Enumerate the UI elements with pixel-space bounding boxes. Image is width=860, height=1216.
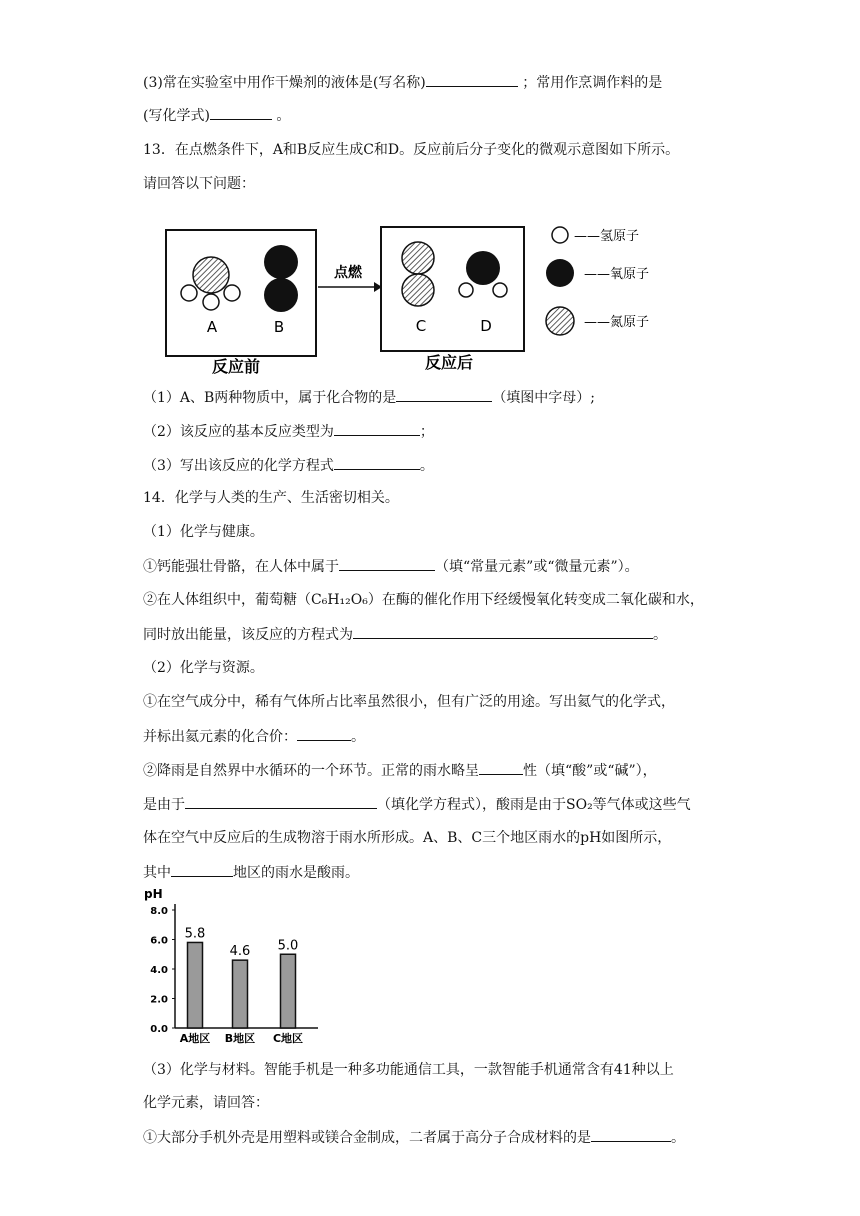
bar bbox=[281, 954, 296, 1028]
answer-blank[interactable] bbox=[591, 1127, 671, 1142]
q14-1-1 bbox=[143, 556, 639, 577]
answer-blank[interactable] bbox=[479, 760, 523, 775]
bar bbox=[188, 942, 203, 1028]
q13-1-text: （1）A、B两种物质中，属于化合物的是 bbox=[143, 390, 397, 406]
q12-3-text: (写化学式) bbox=[143, 108, 210, 124]
q14-2-2-text: 其中 bbox=[143, 865, 171, 881]
before-caption: 反应前 bbox=[211, 357, 261, 376]
q14-3-line2: 化学元素，请回答： bbox=[143, 1095, 269, 1111]
q14-1-2-text: 同时放出能量，该反应的方程式为 bbox=[143, 627, 353, 643]
label-b: B bbox=[273, 318, 285, 336]
q14-2-heading: （2）化学与资源。 bbox=[143, 660, 264, 676]
q14-1-1-text: （填“常量元素”或“微量元素”）。 bbox=[435, 559, 639, 575]
answer-blank[interactable] bbox=[185, 794, 377, 809]
arrow-label: 点燃 bbox=[334, 265, 362, 281]
y-tick-label: 2.0 bbox=[150, 994, 168, 1006]
category-label: C地区 bbox=[272, 1032, 304, 1045]
q14-2-2-text: 是由于 bbox=[143, 797, 185, 813]
q14-1-2-line1: ②在人体组织中，葡萄糖（C₆H₁₂O₆）在酶的催化作用下经缓慢氧化转变成二氧化碳和水， bbox=[143, 592, 704, 608]
answer-blank[interactable] bbox=[171, 862, 233, 877]
q14-3-1-text: 。 bbox=[671, 1130, 685, 1146]
y-tick-label: 6.0 bbox=[150, 935, 168, 947]
q12-3-text: (3)常在实验室中用作干燥剂的液体是(写名称) bbox=[143, 75, 426, 91]
molecule-a-icon bbox=[181, 257, 240, 310]
oxygen-atom-icon bbox=[546, 259, 574, 287]
ph-bar-chart bbox=[140, 882, 325, 1047]
q14-2-2-text: 性（填“酸”或“碱”）， bbox=[523, 763, 657, 779]
q13-3-text: 。 bbox=[419, 458, 434, 474]
y-axis-label: pH bbox=[144, 887, 163, 901]
after-caption: 反应后 bbox=[424, 353, 474, 372]
q14-1-2-text: 。 bbox=[653, 627, 667, 643]
q14-2-2-line2 bbox=[143, 794, 691, 815]
q14-2-2-line1 bbox=[143, 760, 657, 781]
answer-blank[interactable] bbox=[297, 726, 351, 741]
category-label: A地区 bbox=[179, 1032, 211, 1045]
molecule-diagram bbox=[160, 220, 700, 380]
bar-value-label: 5.0 bbox=[277, 938, 299, 954]
answer-blank[interactable] bbox=[339, 556, 435, 571]
q13-3 bbox=[143, 455, 434, 476]
answer-blank[interactable] bbox=[334, 421, 420, 436]
label-d: D bbox=[480, 317, 492, 335]
q13-prompt: 请回答以下问题： bbox=[143, 176, 255, 192]
bar-value-label: 5.8 bbox=[184, 926, 206, 942]
answer-blank[interactable] bbox=[210, 105, 272, 120]
y-tick-label: 0.0 bbox=[150, 1024, 168, 1035]
legend bbox=[546, 227, 649, 335]
q14-title: 14．化学与人类的生产、生活密切相关。 bbox=[143, 490, 399, 506]
answer-blank[interactable] bbox=[353, 624, 653, 639]
q13-title: 13．在点燃条件下，A和B反应生成C和D。反应前后分子变化的微观示意图如下所示。 bbox=[143, 142, 680, 158]
nitrogen-atom-icon bbox=[546, 307, 574, 335]
label-a: A bbox=[206, 318, 218, 336]
q12-3-line2 bbox=[143, 105, 290, 126]
q14-2-2-text: ②降雨是自然界中水循环的一个环节。正常的雨水略呈 bbox=[143, 763, 479, 779]
y-ticks bbox=[150, 906, 175, 1035]
q13-2-text: ； bbox=[419, 424, 434, 440]
q14-2-2-line4 bbox=[143, 862, 359, 883]
q14-1-2-line2 bbox=[143, 624, 667, 645]
q13-1-text: （填图中字母）; bbox=[492, 390, 596, 406]
answer-blank[interactable] bbox=[396, 387, 492, 402]
answer-blank[interactable] bbox=[426, 72, 518, 87]
y-tick-label: 8.0 bbox=[150, 906, 168, 917]
legend-nitrogen: ——氮原子 bbox=[584, 315, 650, 330]
q14-3-1-text: ①大部分手机外壳是用塑料或镁合金制成，二者属于高分子合成材料的是 bbox=[143, 1130, 591, 1146]
q12-3-text: 。 bbox=[276, 108, 291, 124]
y-tick-label: 4.0 bbox=[150, 965, 168, 976]
q14-1-heading: （1）化学与健康。 bbox=[143, 524, 264, 540]
q14-2-2-line3: 体在空气中反应后的生成物溶于雨水所形成。A、B、C三个地区雨水的pH如图所示， bbox=[143, 830, 672, 846]
molecule-c-icon bbox=[402, 242, 434, 306]
q14-2-2-text: （填化学方程式），酸雨是由于SO₂等气体或这些气 bbox=[377, 797, 691, 813]
q14-2-1-line2 bbox=[143, 726, 365, 747]
molecule-b-icon bbox=[264, 245, 298, 312]
q12-3-line1 bbox=[143, 72, 662, 93]
bar-value-label: 4.6 bbox=[229, 944, 251, 960]
q14-2-1-line1: ①在空气成分中，稀有气体所占比率虽然很小，但有广泛的用途。写出氦气的化学式， bbox=[143, 694, 675, 710]
q13-2-text: （2）该反应的基本反应类型为 bbox=[143, 424, 334, 440]
q14-3-1 bbox=[143, 1127, 685, 1148]
q14-2-2-text: 地区的雨水是酸雨。 bbox=[233, 865, 359, 881]
answer-blank[interactable] bbox=[334, 455, 420, 470]
q13-2 bbox=[143, 421, 434, 442]
legend-oxygen: ——氧原子 bbox=[584, 267, 650, 282]
q13-1 bbox=[143, 387, 595, 408]
legend-hydrogen: ——氢原子 bbox=[574, 229, 640, 244]
q14-2-1-text: 。 bbox=[351, 729, 365, 745]
bar bbox=[233, 960, 248, 1028]
molecule-d-icon bbox=[459, 251, 507, 297]
bars bbox=[180, 926, 303, 1045]
q13-3-text: （3）写出该反应的化学方程式 bbox=[143, 458, 334, 474]
category-label: B地区 bbox=[224, 1032, 256, 1045]
hydrogen-atom-icon bbox=[552, 227, 568, 243]
label-c: C bbox=[415, 317, 427, 335]
q14-2-1-text: 并标出氦元素的化合价： bbox=[143, 729, 297, 745]
q14-1-1-text: ①钙能强壮骨骼，在人体中属于 bbox=[143, 559, 339, 575]
q12-3-text: ；常用作烹调作料的是 bbox=[522, 75, 663, 91]
q14-3-line1: （3）化学与材料。智能手机是一种多功能通信工具，一款智能手机通常含有41种以上 bbox=[143, 1062, 674, 1078]
